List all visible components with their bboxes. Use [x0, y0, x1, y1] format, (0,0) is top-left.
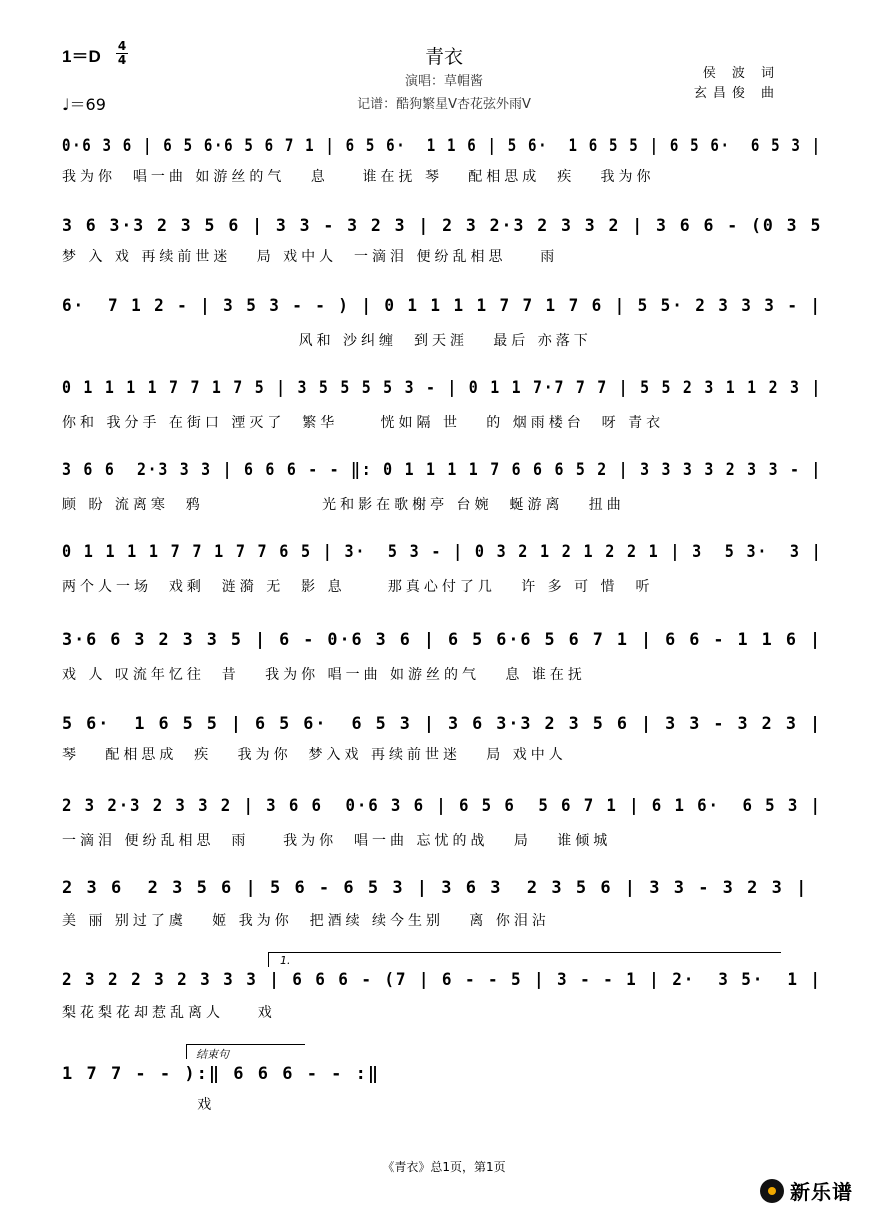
- lyrics-line: 梨花梨花却惹乱离人 戏: [62, 1005, 276, 1021]
- score-row-12: [58, 1064, 788, 1124]
- notation-line: 0 1 1 1 1 7 7 1 7 5 | 3 5 5 5 5 3 - | 0 1 1 7·7 7 7 | 5 5 2 3 1 1 2 3 |: [62, 378, 823, 398]
- score-row-2: [58, 216, 823, 276]
- score-row-7: [58, 630, 823, 690]
- notation-line: 2 3 2·3 2 3 3 2 | 3 6 6 0·6 3 6 | 6 5 6 5 6 7 1 | 6 1 6· 6 5 3 |: [62, 796, 822, 816]
- lyrics-line: 一滴泪 便纷乱相思 雨 我为你 唱一曲 忘忧的战 局 谁倾城: [62, 833, 612, 849]
- notation-line: 5 6· 1 6 5 5 | 6 5 6· 6 5 3 | 3 6 3·3 2 3 5 6 | 3 3 - 3 2 3 |: [62, 714, 823, 734]
- score-row-11: [58, 970, 822, 1030]
- lyricist-credit: 侯 波 词: [702, 66, 780, 81]
- first-ending-bracket: [268, 952, 781, 967]
- lyrics-line: 你和 我分手 在街口 湮灭了 繁华 恍如隔 世 的 烟雨楼台 呀 青衣: [62, 415, 665, 431]
- lyrics-line: 风和 沙纠缠 到天涯 最后 亦落下: [62, 333, 592, 349]
- final-ending-label: 结束句: [196, 1048, 229, 1061]
- score-row-6: [58, 542, 823, 602]
- lyrics-line: 琴 配相思成 疾 我为你 梦入戏 再续前世迷 局 戏中人: [62, 747, 567, 763]
- notation-line: 3 6 6 2·3 3 3 | 6 6 6 - - ‖: 0 1 1 1 1 7 6 6 6 5 2 | 3 3 3 3 2 3 3 - |: [62, 460, 823, 480]
- notation-line: 6· 7 1 2 - | 3 5 3 - - ) | 0 1 1 1 1 7 7 1 7 6 | 5 5· 2 3 3 3 - |: [62, 296, 822, 316]
- score-row-9: [58, 796, 822, 856]
- score-row-8: [58, 714, 823, 774]
- time-signature-bottom: 4: [117, 53, 127, 67]
- notation-line: 1 7 7 - - ):‖ 6 6 6 - - :‖: [62, 1064, 381, 1084]
- lyrics-line: 梦 入 戏 再续前世迷 局 戏中人 一滴泪 便纷乱相思 雨: [62, 249, 559, 265]
- brand-logo: [760, 1176, 853, 1205]
- notation-line: 0·6 3 6 | 6 5 6·6 5 6 7 1 | 6 5 6· 1 1 6 | 5 6· 1 6 5 5 | 6 5 6· 6 5 3 |: [62, 136, 822, 156]
- tempo-marking: ♩＝69: [62, 95, 106, 114]
- notation-line: 0 1 1 1 1 7 7 1 7 7 6 5 | 3· 5 3 - | 0 3 2 1 2 1 2 2 1 | 3 5 3· 3 |: [62, 542, 823, 562]
- notation-line: 2 3 6 2 3 5 6 | 5 6 - 6 5 3 | 3 6 3 2 3 5 6 | 3 3 - 3 2 3 |: [62, 878, 809, 898]
- score-row-10: [58, 878, 809, 938]
- lyrics-line: 戏 人 叹流年忆往 昔 我为你 唱一曲 如游丝的气 息 谁在抚: [62, 667, 586, 683]
- notation-line: 3 6 3·3 2 3 5 6 | 3 3 - 3 2 3 | 2 3 2·3 2 3 3 2 | 3 6 6 - (0 3 5: [62, 216, 823, 236]
- score-row-3: [58, 296, 822, 356]
- page-footer: 《青衣》总1页，第1页: [382, 1160, 506, 1174]
- score-row-5: [58, 460, 823, 520]
- record-icon: [760, 1179, 784, 1203]
- key-signature: 1＝D: [62, 47, 101, 66]
- notation-line: 3·6 6 3 2 3 3 5 | 6 - 0·6 3 6 | 6 5 6·6 5 6 7 1 | 6 6 - 1 1 6 |: [62, 630, 823, 650]
- lyrics-line: 我为你 唱一曲 如游丝的气 息 谁在抚 琴 配相思成 疾 我为你: [62, 169, 655, 185]
- brand-name: 新乐谱: [790, 1180, 853, 1204]
- score-row-4: [58, 378, 823, 438]
- singer-credit: 演唱：草帽酱: [404, 74, 483, 89]
- transcriber-credit: 记谱：酷狗繁星V杏花弦外雨V: [357, 97, 531, 112]
- lyrics-line: 两个人一场 戏剩 涟漪 无 影 息 那真心付了几 许 多 可 惜 听: [62, 579, 654, 595]
- lyrics-line: 顾 盼 流离寒 鸦 光和影在歌榭亭 台婉 蜒游离 扭曲: [62, 497, 625, 513]
- notation-line: 2 3 2 2 3 2 3 3 3 | 6 6 6 - (7 | 6 - - 5 | 3 - - 1 | 2· 3 5· 1 |: [62, 970, 822, 990]
- composer-credit: 玄昌俊 曲: [693, 86, 780, 101]
- lyrics-line: 美 丽 别过了虞 姬 我为你 把酒续 续今生别 离 你泪沾: [62, 913, 550, 929]
- song-title: 青衣: [424, 46, 463, 68]
- score-row-1: [58, 136, 822, 196]
- first-ending-label: 1.: [280, 954, 291, 967]
- lyrics-line: 戏: [62, 1097, 216, 1113]
- time-signature-top: 4: [117, 39, 127, 53]
